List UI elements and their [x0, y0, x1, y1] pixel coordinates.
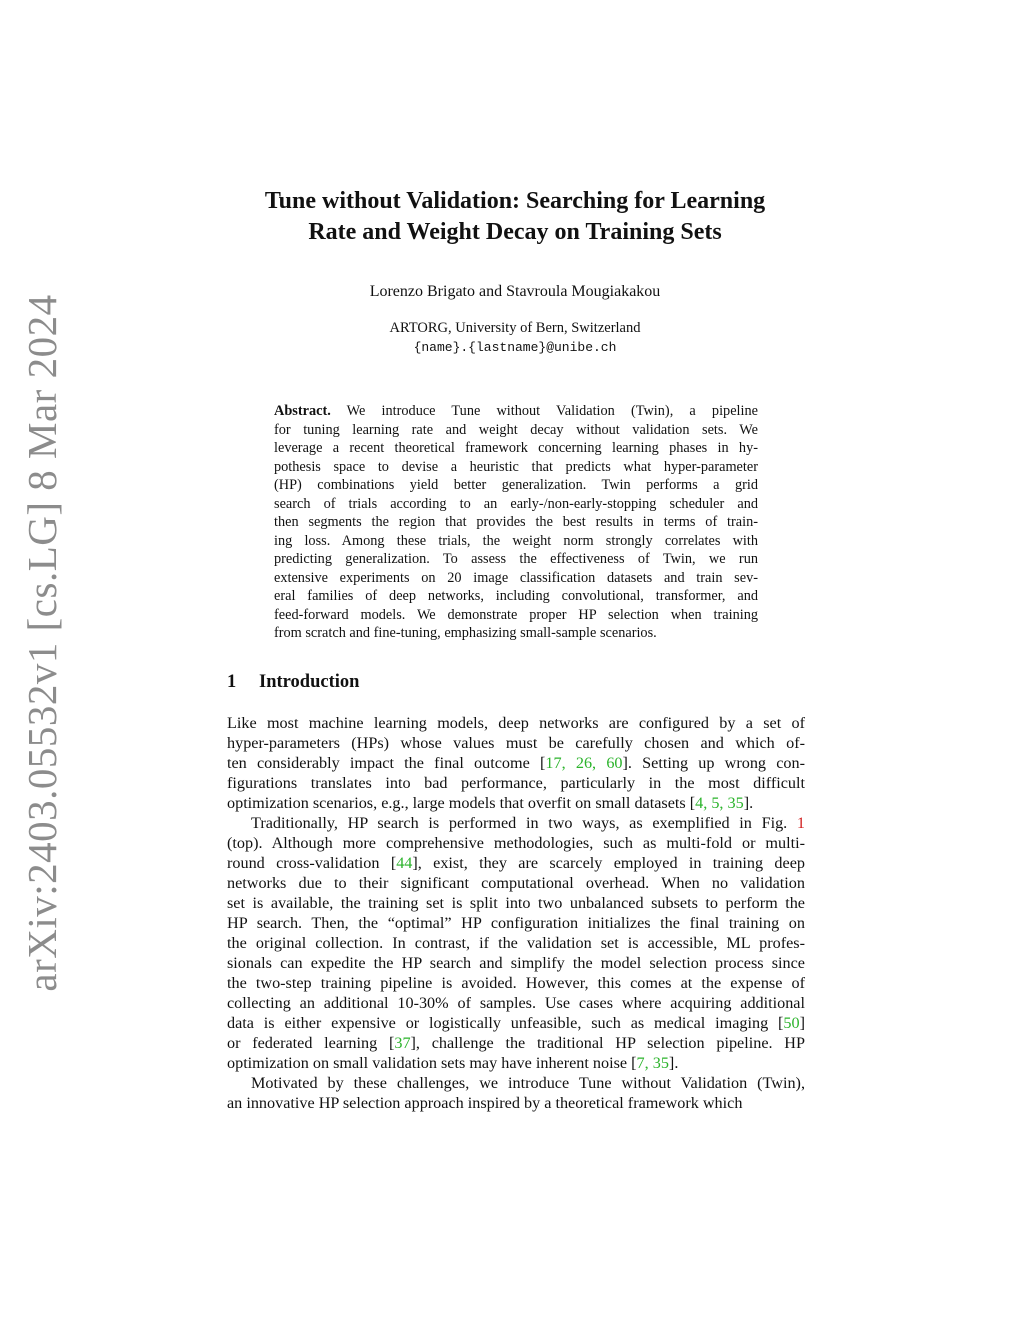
- section-title: Introduction: [259, 672, 360, 692]
- citation-link[interactable]: 17, 26, 60: [545, 754, 623, 772]
- title-line: Tune without Validation: Searching for Learning: [264, 188, 766, 214]
- author-list: Lorenzo Brigato and Stavroula Mougiakakou: [369, 283, 661, 300]
- abstract-line: [274, 402, 758, 421]
- arxiv-identifier-stamp: arXiv:2403.05532v1 [cs.LG] 8 Mar 2024: [19, 294, 65, 992]
- intro-paragraph-1: [227, 713, 805, 813]
- abstract-line: feed-forward models. We demonstrate proper HP selection when training: [274, 606, 758, 623]
- affiliation-block: [200, 318, 830, 358]
- text-line: Like most machine learning models, deep networks are configured by a set of: [227, 714, 805, 732]
- abstract-line: eral families of deep networks, including convolutional, transformer, and: [274, 588, 758, 604]
- abstract-line: (HP) combinations yield better generalization. Twin performs a grid: [274, 477, 758, 493]
- text-line: figurations translates into bad performance, particularly in the most difficult: [227, 774, 805, 792]
- text-line-with-citations: optimization scenarios, e.g., large models that overfit on small datasets [4, 5, 35].: [227, 794, 754, 812]
- text-line: HP search. Then, the “optimal” HP configuration initializes the final training on: [227, 914, 805, 932]
- paper-title: [200, 186, 830, 248]
- abstract-line: for tuning learning rate and weight decay without validation sets. We: [274, 421, 758, 438]
- text-line: networks due to their significant computational overhead. When no validation: [227, 874, 805, 892]
- text-line: hyper-parameters (HPs) whose values must be carefully chosen and which of-: [227, 734, 805, 752]
- abstract-label: Abstract.: [274, 403, 331, 419]
- abstract-line: leverage a recent theoretical framework concerning learning phases in hy-: [274, 440, 758, 456]
- citation-link[interactable]: 50: [783, 1014, 800, 1032]
- text-line-with-citations: ten considerably impact the final outcome [17, 26, 60]. Setting up wrong con-: [227, 754, 806, 772]
- citation-link[interactable]: 37: [394, 1034, 411, 1052]
- email-address: {name}.{lastname}@unibe.ch: [413, 340, 617, 355]
- section-heading: [227, 672, 359, 693]
- abstract: [274, 402, 758, 643]
- text-line-with-citations: data is either expensive or logistically unfeasible, such as medical imaging [50]: [227, 1014, 805, 1032]
- text-line: collecting an additional 10-30% of samples. Use cases where acquiring additional: [227, 994, 805, 1012]
- intro-paragraph-2: [227, 813, 805, 1073]
- text-line: (top). Although more comprehensive methodologies, such as multi-fold or multi-: [227, 834, 805, 852]
- abstract-line: predicting generalization. To assess the effectiveness of Twin, we run: [274, 551, 758, 567]
- abstract-text: We introduce Tune without Validation (Twin), a pipeline: [330, 403, 758, 419]
- citation-link[interactable]: 44: [396, 854, 413, 872]
- abstract-line: from scratch and fine-tuning, emphasizing small-sample scenarios.: [274, 625, 657, 641]
- text-line: the two-step training pipeline is avoided. However, this comes at the expense of: [227, 974, 805, 992]
- text-line: set is available, the training set is split into two unbalanced subsets to perform the: [227, 894, 805, 912]
- abstract-line: search of trials according to an early-/non-early-stopping scheduler and: [274, 495, 758, 512]
- figure-reference-link[interactable]: 1: [796, 814, 805, 832]
- abstract-line: then segments the region that provides the best results in terms of train-: [274, 514, 758, 530]
- abstract-line: ing loss. Among these trials, the weight norm strongly correlates with: [274, 532, 758, 549]
- text-line-with-figure-ref: Traditionally, HP search is performed in two ways, as exemplified in Fig. 1: [251, 814, 805, 832]
- text-line-with-citations: optimization on small validation sets may have inherent noise [7, 35].: [227, 1054, 679, 1072]
- abstract-line: pothesis space to devise a heuristic that predicts what hyper-parameter: [274, 458, 758, 475]
- text-line-with-citations: round cross-validation [44], exist, they are scarcely employed in training deep: [227, 854, 805, 872]
- citation-link[interactable]: 4, 5, 35: [695, 794, 744, 812]
- text-line: an innovative HP selection approach inspired by a theoretical framework which: [227, 1094, 743, 1112]
- text-line: sionals can expedite the HP search and simplify the model selection process since: [227, 954, 805, 972]
- abstract-line: extensive experiments on 20 image classification datasets and train sev-: [274, 569, 758, 586]
- affiliation: ARTORG, University of Bern, Switzerland: [389, 320, 641, 336]
- section-number: 1: [227, 672, 237, 692]
- text-line-with-citations: or federated learning [37], challenge the traditional HP selection pipeline. HP: [227, 1034, 805, 1052]
- title-line: Rate and Weight Decay on Training Sets: [308, 219, 722, 245]
- citation-link[interactable]: 7, 35: [636, 1054, 669, 1072]
- text-line: the original collection. In contrast, if the validation set is accessible, ML profes-: [227, 934, 805, 952]
- intro-paragraph-3: [227, 1073, 805, 1113]
- text-line: Motivated by these challenges, we introduce Tune without Validation (Twin),: [251, 1074, 805, 1092]
